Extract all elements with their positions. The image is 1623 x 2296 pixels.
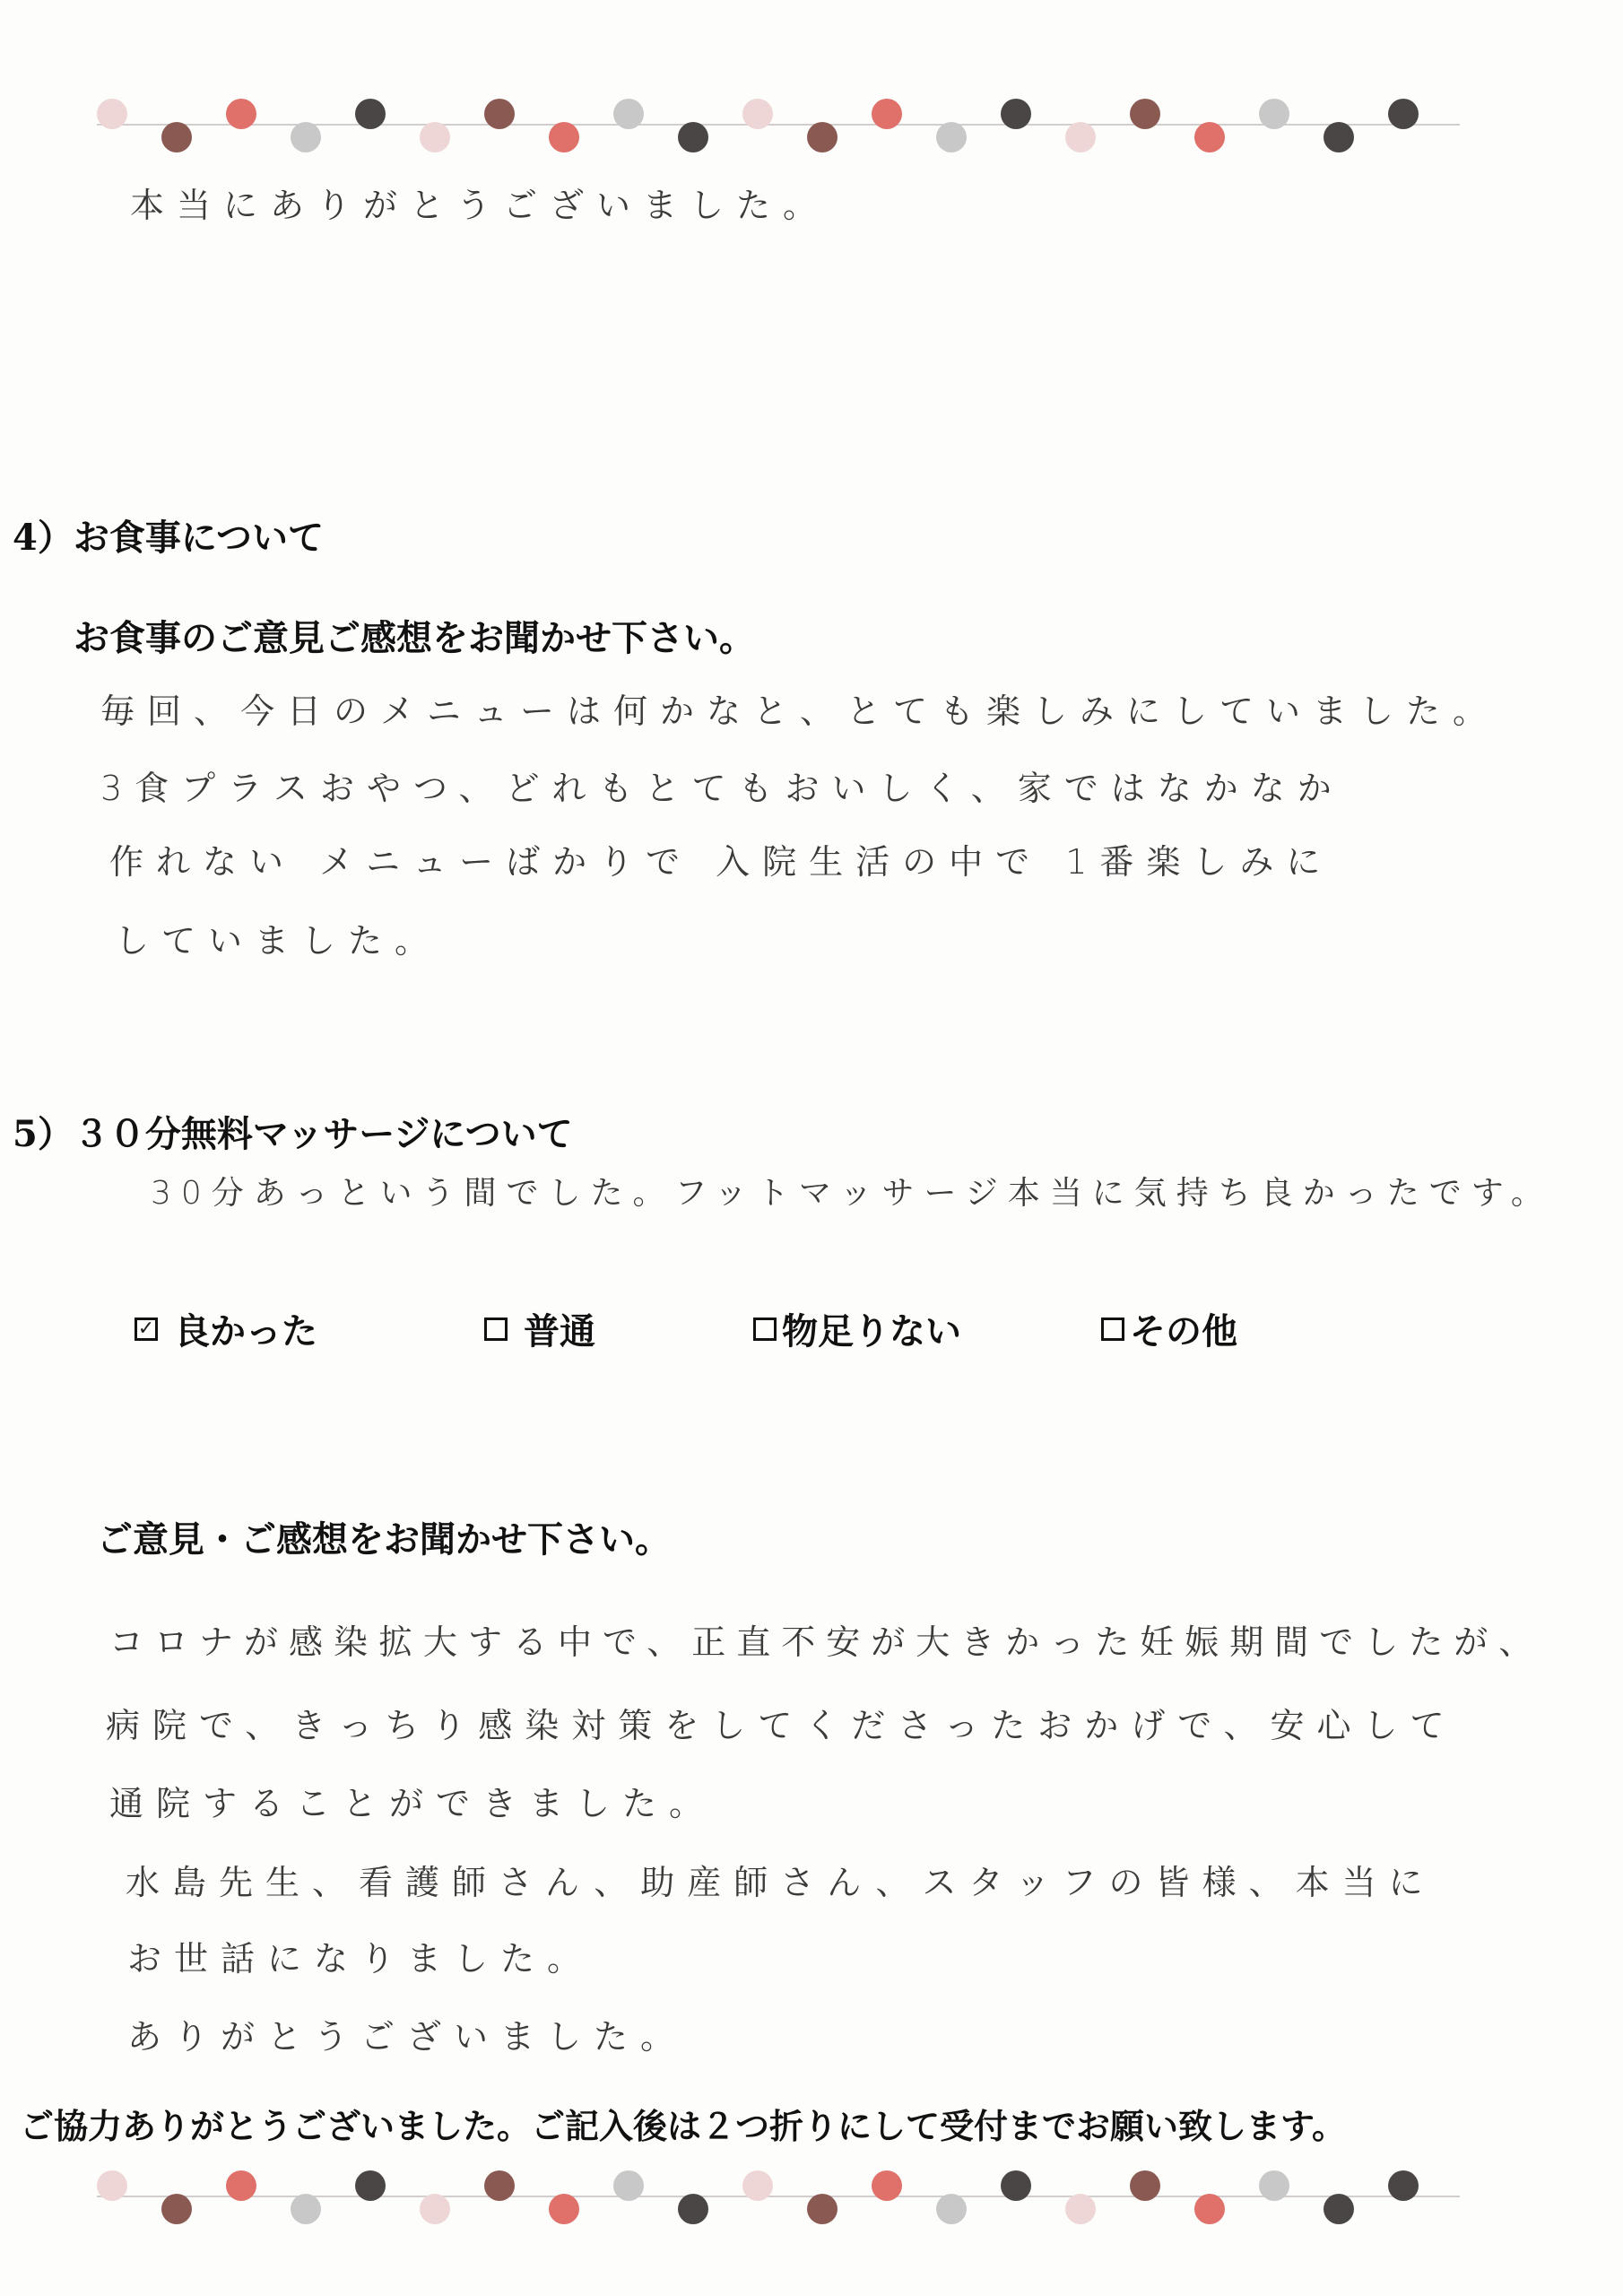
decorative-dot <box>1194 122 1225 152</box>
decorative-dot <box>1001 99 1031 129</box>
option-good[interactable] <box>135 1303 317 1354</box>
decorative-dot <box>1130 2170 1160 2201</box>
decorative-dot <box>1130 99 1160 129</box>
feedback-answer-line: 通院することができました。 <box>109 1784 716 1823</box>
decorative-dot <box>161 122 192 152</box>
decorative-dot <box>742 99 773 129</box>
checkbox[interactable] <box>484 1318 508 1341</box>
decorative-dot <box>678 122 708 152</box>
decorative-dot <box>678 2194 708 2224</box>
feedback-question: ご意見・ご感想をお聞かせ下さい。 <box>97 1518 671 1561</box>
decorative-dot <box>613 99 644 129</box>
section5-answer: 30分あっという間でした。フットマッサージ本当に気持ち良かったです。 <box>151 1175 1553 1212</box>
option-label: 普通 <box>524 1310 595 1352</box>
top-dot-border <box>97 97 1460 151</box>
decorative-dot <box>872 2170 902 2201</box>
decorative-dot <box>1065 2194 1096 2224</box>
bottom-dot-border <box>97 2169 1460 2222</box>
section5-title: 5）３０分無料マッサージについて <box>13 1113 573 1155</box>
option-label: 良かった <box>174 1310 317 1352</box>
decorative-dot <box>936 122 967 152</box>
decorative-dot <box>420 122 450 152</box>
decorative-dot <box>226 99 256 129</box>
section4-answer-line: 作れない メニューばかりで 入院生活の中で 1番楽しみに <box>109 842 1333 882</box>
decorative-dot <box>807 2194 838 2224</box>
option-not-enough[interactable] <box>753 1303 961 1354</box>
decorative-dot <box>1065 122 1096 152</box>
decorative-dot <box>161 2194 192 2224</box>
decorative-dot <box>1001 2170 1031 2201</box>
section4-answer-line: していました。 <box>115 921 442 961</box>
decorative-dot <box>355 99 386 129</box>
decorative-dot <box>1259 99 1289 129</box>
section4-answer-line: 毎回、今日のメニューは何かなと、とても楽しみにしていました。 <box>100 691 1500 731</box>
decorative-dot <box>97 99 127 129</box>
option-other[interactable] <box>1101 1303 1237 1354</box>
decorative-dot <box>226 2170 256 2201</box>
decorative-dot <box>1194 2194 1225 2224</box>
feedback-answer-line: ありがとうございました。 <box>127 2017 688 2057</box>
feedback-answer-line: 病院で、きっちり感染対策をしてくださったおかげで、安心して <box>106 1706 1457 1745</box>
decorative-dot <box>549 2194 579 2224</box>
feedback-answer-line: 水島先生、看護師さん、助産師さん、スタッフの皆様、本当に <box>126 1863 1436 1902</box>
feedback-answer-line: コロナが感染拡大する中で、正直不安が大きかった妊娠期間でしたが、 <box>109 1622 1544 1662</box>
decorative-dot <box>1259 2170 1289 2201</box>
decorative-dot <box>420 2194 450 2224</box>
section4-answer-line: 3食プラスおやつ、どれもとてもおいしく、家ではなかなか <box>100 769 1344 808</box>
decorative-dot <box>1324 122 1354 152</box>
option-label: その他 <box>1130 1310 1237 1352</box>
decorative-dot <box>549 122 579 152</box>
section4-title: 4）お食事について <box>13 517 325 559</box>
decorative-dot <box>97 2170 127 2201</box>
decorative-dot <box>355 2170 386 2201</box>
option-label: 物足りない <box>782 1310 961 1352</box>
feedback-answer-line: お世話になりました。 <box>127 1939 595 1979</box>
decorative-dot <box>742 2170 773 2201</box>
checkbox-checked[interactable]: ✓ <box>135 1318 158 1341</box>
decorative-dot <box>872 99 902 129</box>
top-note-handwritten: 本当にありがとうございました。 <box>130 186 830 225</box>
checkbox[interactable] <box>1101 1318 1124 1341</box>
decorative-dot <box>807 122 838 152</box>
decorative-dot <box>936 2194 967 2224</box>
decorative-dot <box>291 122 321 152</box>
section4-question: お食事のご意見ご感想をお聞かせ下さい。 <box>74 617 755 659</box>
decorative-dot <box>484 99 515 129</box>
decorative-dot <box>1324 2194 1354 2224</box>
footer-thanks: ご協力ありがとうございました。ご記入後は２つ折りにして受付までお願い致します。 <box>20 2106 1346 2146</box>
option-normal[interactable] <box>484 1303 595 1354</box>
decorative-dot <box>613 2170 644 2201</box>
decorative-dot <box>1388 99 1419 129</box>
decorative-dot <box>484 2170 515 2201</box>
checkbox[interactable] <box>753 1318 777 1341</box>
decorative-dot <box>1388 2170 1419 2201</box>
decorative-dot <box>291 2194 321 2224</box>
